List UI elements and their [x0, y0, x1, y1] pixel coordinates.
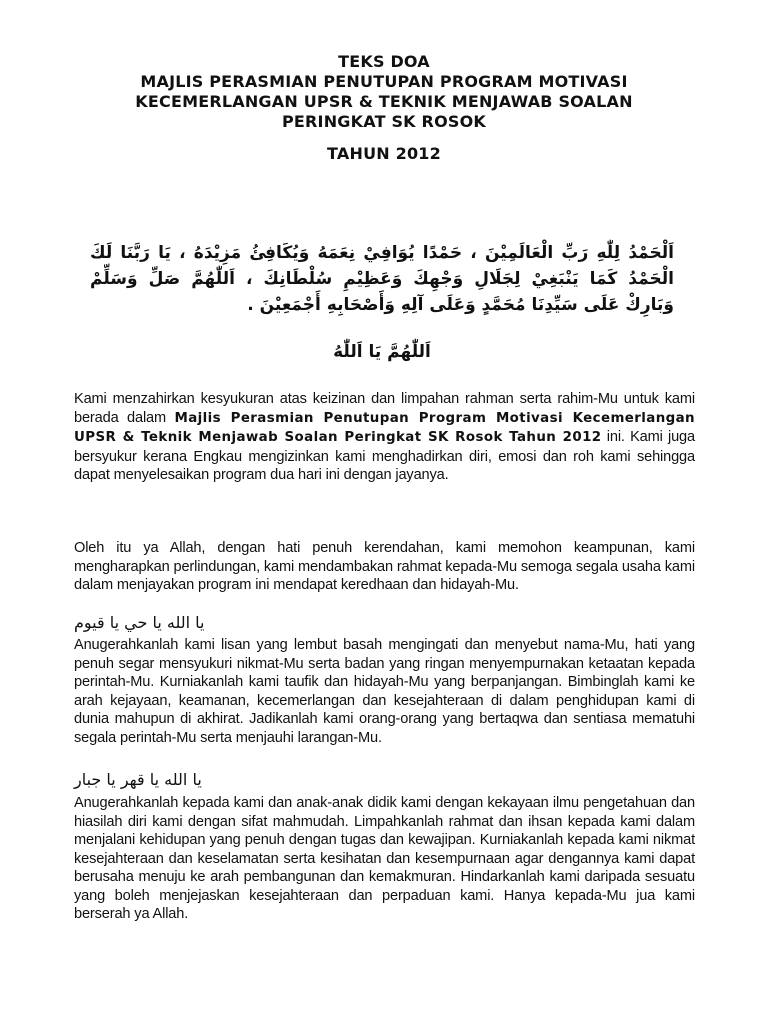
paragraph-knowledge: Anugerahkanlah kepada kami dan anak-anak didik kami dengan kekayaan ilmu pengetahuan dan hiasilah diri kami dengan sifat mahmudah. Limpahkanlah rahmat dan ihsan kepada kami dalam menjalani kehidupan yang penuh dengan tugas dan kewajipan. Kurniakanlah kepada kami nikmat kesejahteraan dan keselamatan serta kesihatan dan kesempurnaan agar dengannya kami dapat berusaha menuju ke arah pembangunan dan kemakmuran. Hindarkanlah kami daripada sesuatu yang boleh menjejaskan kesejahteraan dan perpaduan kami. Hanya kepada-Mu jua kami berserah ya Allah.	[74, 795, 695, 922]
paragraph-forgiveness: Oleh itu ya Allah, dengan hati penuh kerendahan, kami memohon keampunan, kami mengharapkan perlindungan, kami mendambakan rahmat kepada-Mu semoga segala usaha kami dalam menjayakan program ini mendapat keredhaan dan hidayah-Mu.	[74, 540, 695, 593]
arabic-invocation: اَللّٰهُمَّ يَا اَللّٰهُ	[333, 342, 431, 362]
title-line-3: KECEMERLANGAN UPSR & TEKNIK MENJAWAB SOALAN	[135, 92, 633, 111]
title-line-2: MAJLIS PERASMIAN PENUTUPAN PROGRAM MOTIVASI	[140, 72, 628, 91]
title-line-4: PERINGKAT SK ROSOK	[281, 112, 486, 131]
paragraph-gratitude-text-end: ini. Kami juga bersyukur kerana Engkau mengizinkan kami menghadirkan diri, emosi dan roh kami sehingga dapat menyelesaikan program dua hari ini dengan jayanya.	[74, 429, 695, 483]
paragraph-guidance: Anugerahkanlah kami lisan yang lembut basah mengingati dan menyebut nama-Mu, hati yang penuh segar mensyukuri nikmat-Mu serta badan yang ringan menyempurnakan ketaatan kepada perintah-Mu. Kurniakanlah kami taufik dan hidayah-Mu yang berpanjangan. Bimbinglah kami ke arah kejayaan, keamanan, kecemerlangan dan kesejahteraan di dalam penghidupan kami di dunia mahupun di akhirat. Jadikanlah kami orang-orang yang bertaqwa dan sentiasa mematuhi segala perintah-Mu serta menjauhi larangan-Mu.	[74, 637, 695, 746]
paragraph-gratitude	[74, 390, 695, 485]
arabic-heading-1: يا الله يا حي يا قيوم	[74, 613, 205, 632]
arabic-heading-2: يا الله يا قهر يا جبار	[74, 770, 202, 789]
title-line-1: TEKS DOA	[338, 52, 430, 71]
title-year: TAHUN 2012	[327, 144, 441, 163]
paragraph-gratitude-text-start: Kami menzahirkan kesyukuran atas keizinan dan limpahan rahman serta rahim-Mu untuk kami berada dalam	[74, 391, 695, 426]
event-name-bold: Majlis Perasmian Penutupan Program Motivasi Kecemerlangan UPSR & Teknik Menjawab Soalan Peringkat SK Rosok Tahun 2012	[74, 410, 695, 445]
document-title	[60, 52, 708, 164]
arabic-opening-prayer: اَلْحَمْدُ لِلّٰهِ رَبِّ الْعَالَمِيْنَ ، حَمْدًا يُوَافِيْ نِعَمَهُ وَيُكَافِئُ مَزِيْدَهُ ، يَا رَبَّنَا لَكَ الْحَمْدُ كَمَا يَنْبَغِيْ لِجَلَالِ وَجْهِكَ وَعَظِيْمِ سُلْطَانِكَ ، اَللّٰهُمَّ صَلِّ وَسَلِّمْ وَبَارِكْ عَلَى سَيِّدِنَا مُحَمَّدٍ وَعَلَى آلِهِ وَأَصْحَابِهِ أَجْمَعِيْنَ .	[90, 243, 674, 315]
